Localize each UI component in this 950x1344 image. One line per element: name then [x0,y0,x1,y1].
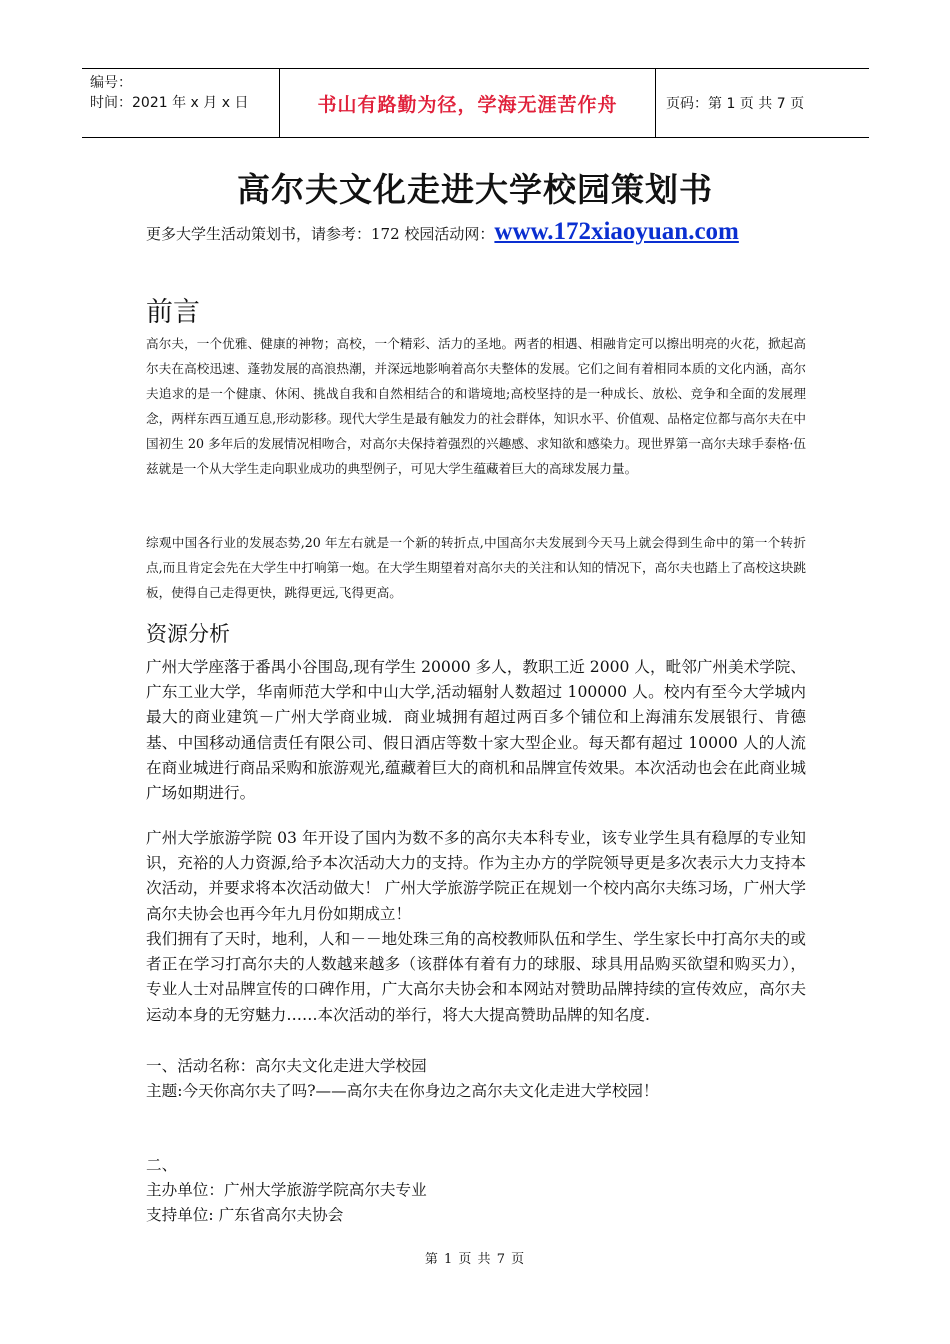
reference-link[interactable]: www.172xiaoyuan.com [494,218,739,245]
header-page-info: 页码：第 1 页 共 7 页 [666,96,805,112]
organizer: 主办单位：广州大学旅游学院高尔夫专业 [146,1181,427,1199]
resources-paragraph-3: 我们拥有了天时，地利，人和－－地处珠三角的高校教师队伍和学生、学生家长中打高尔夫的或者正在学习打高尔夫的人数越来越多（该群体有着有力的球服、球具用品购买欲望和购买力），专业人士对品牌宣传的口碑作用，广大高尔夫协会和本网站对赞助品牌持续的宣传效应，高尔夫运动本身的无穷魅力……本次活动的举行，将大大提高赞助品牌的知名度. [146,930,806,1024]
header-motto: 书山有路勤为径，学海无涯苦作舟 [280,69,656,137]
doc-number-label: 编号： [90,75,132,91]
doc-time-label: 时间：2021 年 x 月 x 日 [90,95,249,111]
reference-prefix: 更多大学生活动策划书，请参考：172 校园活动网： [146,225,495,243]
header-meta [82,69,280,137]
page-header [82,68,869,138]
page-footer: 第 1 页 共 7 页 [424,1252,526,1267]
document-title: 高尔夫文化走进大学校园策划书 [237,170,713,209]
supporter: 支持单位: 广东省高尔夫协会 [146,1206,344,1224]
section-heading-resources: 资源分析 [146,622,230,646]
resources-paragraph-2: 广州大学旅游学院 03 年开设了国内为数不多的高尔夫本科专业，该专业学生具有稳厚的专业知识，充裕的人力资源,给予本次活动大力的支持。作为主办方的学院领导更是多次表示大力支持本次活动，并要求将本次活动做大！ 广州大学旅游学院正在规划一个校内高尔夫练习场，广州大学高尔夫协会也再今年九月份如期成立！ [146,829,806,923]
activity-theme: 主题:今天你高尔夫了吗?——高尔夫在你身边之高尔夫文化走进大学校园！ [146,1082,659,1100]
preface-paragraph-1: 高尔夫，一个优雅、健康的神物；高校，一个精彩、活力的圣地。两者的相遇、相融肯定可以擦出明亮的火花，掀起高尔夫在高校迅速、蓬勃发展的高浪热潮，并深远地影响着高尔夫整体的发展。它们之间有着相同本质的文化内涵，高尔夫追求的是一个健康、休闲、挑战自我和自然相结合的和谐境地;高校坚持的是一种成长、放松、竞争和全面的发展理念，两样东西互通互息,形动影移。现代大学生是最有触发力的社会群体，知识水平、价值观、品格定位都与高尔夫在中国初生 20 多年后的发展情况相吻合，对高尔夫保持着强烈的兴趣感、求知欲和感染力。现世界第一高尔夫球手泰格·伍兹就是一个从大学生走向职业成功的典型例子，可见大学生蕴藏着巨大的高球发展力量。 [146,336,806,476]
section-heading-preface: 前言 [146,297,200,328]
activity-name: 一、活动名称：高尔夫文化走进大学校园 [146,1057,427,1075]
preface-paragraph-2: 综观中国各行业的发展态势,20 年左右就是一个新的转折点,中国高尔夫发展到今天马上就会得到生命中的第一个转折点,而且肯定会先在大学生中打响第一炮。在大学生期望着对高尔夫的关注和认知的情况下，高尔夫也踏上了高校这块跳板，使得自己走得更快，跳得更远,飞得更高。 [146,535,806,600]
resources-paragraph-1: 广州大学座落于番禺小谷围岛,现有学生 20000 多人，教职工近 2000 人，毗邻广州美术学院、广东工业大学，华南师范大学和中山大学,活动辐射人数超过 100000 人。校内有至今大学城内最大的商业建筑－广州大学商业城．商业城拥有超过两百多个铺位和上海浦东发展银行、肯德基、中国移动通信责任有限公司、假日酒店等数十家大型企业。每天都有超过 10000 人的人流在商业城进行商品采购和旅游观光,蕴藏着巨大的商机和品牌宣传效果。本次活动也会在此商业城广场如期进行。 [146,658,806,803]
reference-line [146,218,866,246]
section-two: 二、 [146,1156,178,1174]
